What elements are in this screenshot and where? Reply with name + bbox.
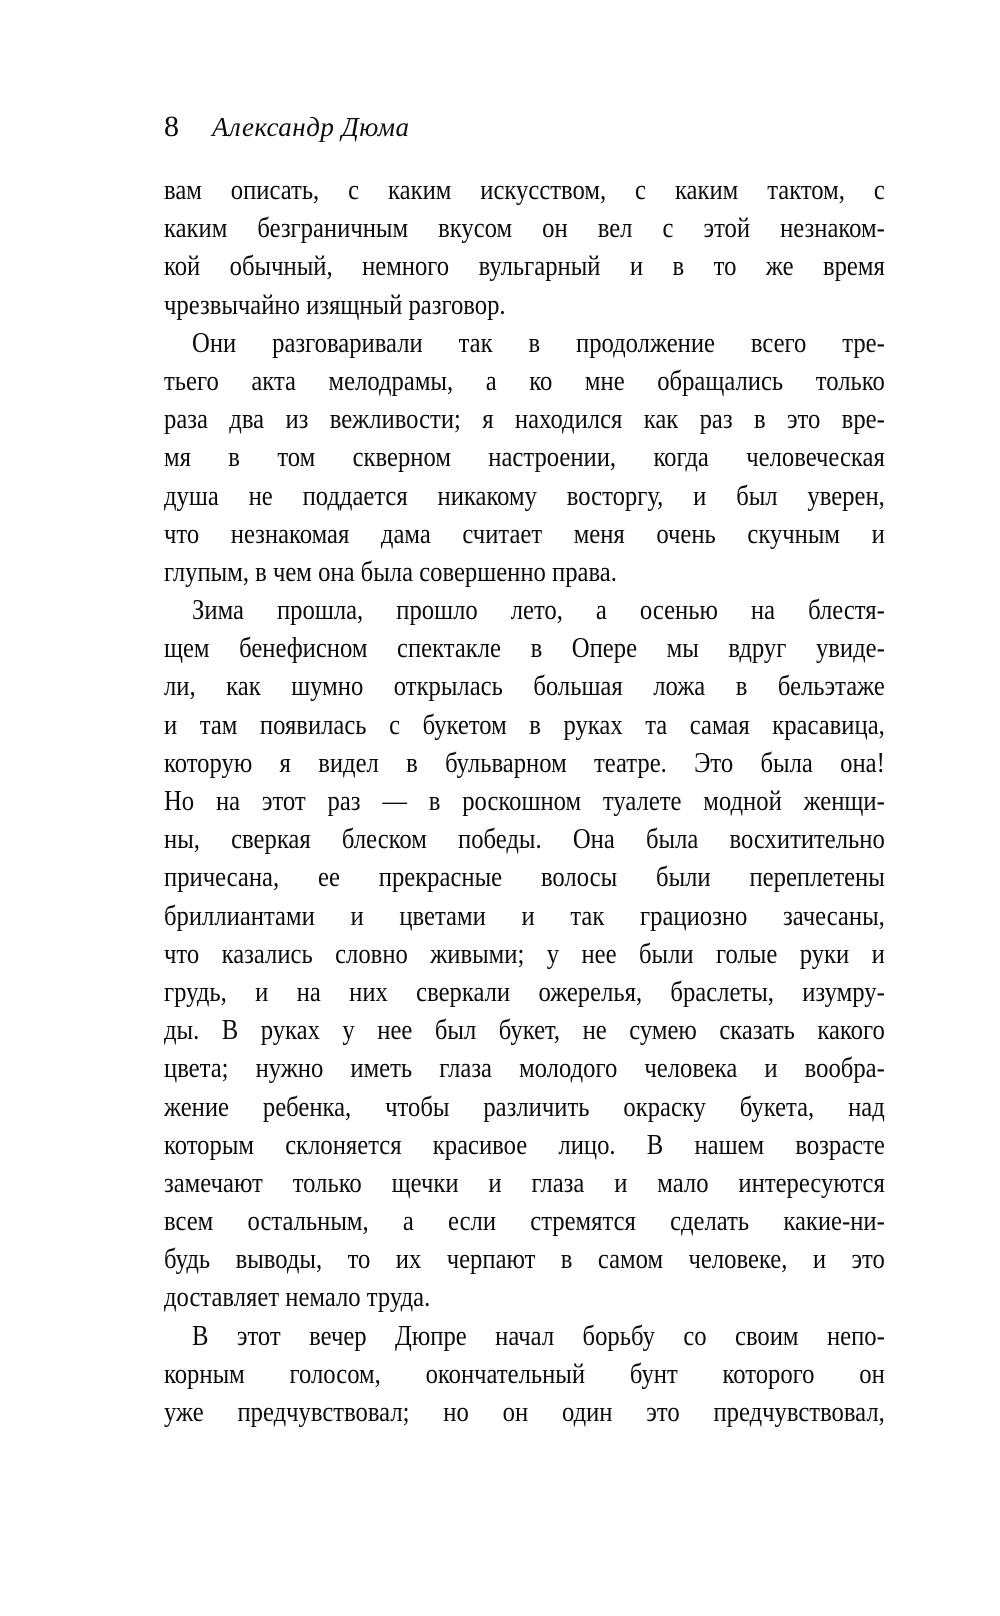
text-line: которым склоняется красивое лицо. В нашем возрасте (164, 1128, 885, 1161)
text-line: ны, сверкая блеском победы. Она была восхитительно (164, 823, 885, 856)
paragraph (164, 591, 885, 1317)
text-line: глупым, в чем она была совершенно права. (164, 555, 617, 588)
text-line: бриллиантами и цветами и так грациозно зачесаны, (164, 899, 885, 932)
text-line: Но на этот раз — в роскошном туалете модной женщи- (164, 785, 885, 817)
running-header (164, 110, 410, 144)
paragraph (164, 324, 885, 591)
paragraph (164, 1317, 885, 1432)
text-line: Они разговаривали так в продолжение всего тре- (192, 326, 885, 359)
text-line: цвета; нужно иметь глаза молодого человека и вообра- (164, 1052, 885, 1085)
text-line: тьего акта мелодрамы, а ко мне обращались только (164, 364, 885, 397)
text-line: и там появилась с букетом в руках та самая красавица, (164, 708, 885, 741)
text-line: которую я видел в бульварном театре. Это была она! (164, 746, 885, 779)
text-line: всем остальным, а если стремятся сделать какие-ни- (164, 1205, 885, 1238)
text-line: вам описать, с каким искусством, с каким тактом, с (164, 174, 885, 206)
text-line: что незнакомая дама считает меня очень скучным и (164, 517, 885, 550)
text-line: каким безграничным вкусом он вел с этой незнаком- (164, 212, 885, 245)
text-line: доставляет немало труда. (164, 1281, 431, 1314)
text-line: что казались словно живыми; у нее были голые руки и (164, 937, 885, 970)
text-line: мя в том скверном настроении, когда человеческая (164, 441, 885, 474)
text-line: раза два из вежливости; я находился как раз в это вре- (164, 403, 885, 436)
text-line: замечают только щечки и глаза и мало интересуются (164, 1166, 885, 1199)
text-line: жение ребенка, чтобы различить окраску букета, над (164, 1090, 885, 1123)
text-line: грудь, и на них сверкали ожерелья, браслеты, изумру- (164, 975, 885, 1008)
page-number: 8 (164, 110, 179, 143)
text-line: чрезвычайно изящный разговор. (164, 288, 506, 321)
text-line: будь выводы, то их черпают в самом человеке, и это (164, 1243, 885, 1276)
text-line: В этот вечер Дюпре начал борьбу со своим непо- (192, 1319, 885, 1352)
paragraph (164, 171, 885, 324)
text-line: Зима прошла, прошло лето, а осенью на блестя- (192, 594, 885, 627)
text-line: ды. В руках у нее был букет, не сумею сказать какого (164, 1014, 885, 1047)
text-line: щем бенефисном спектакле в Опере мы вдруг увиде- (164, 632, 885, 665)
text-line: уже предчувствовал; но он один это предчувствовал, (164, 1396, 885, 1428)
page-body (164, 171, 885, 1431)
text-line: ли, как шумно открылась большая ложа в бельэтаже (164, 670, 885, 703)
running-title: Александр Дюма (212, 112, 410, 142)
text-line: душа не поддается никакому восторгу, и был уверен, (164, 479, 885, 512)
text-line: корным голосом, окончательный бунт которого он (164, 1357, 885, 1390)
text-line: причесана, ее прекрасные волосы были переплетены (164, 861, 885, 894)
text-line: кой обычный, немного вульгарный и в то же время (164, 250, 885, 283)
